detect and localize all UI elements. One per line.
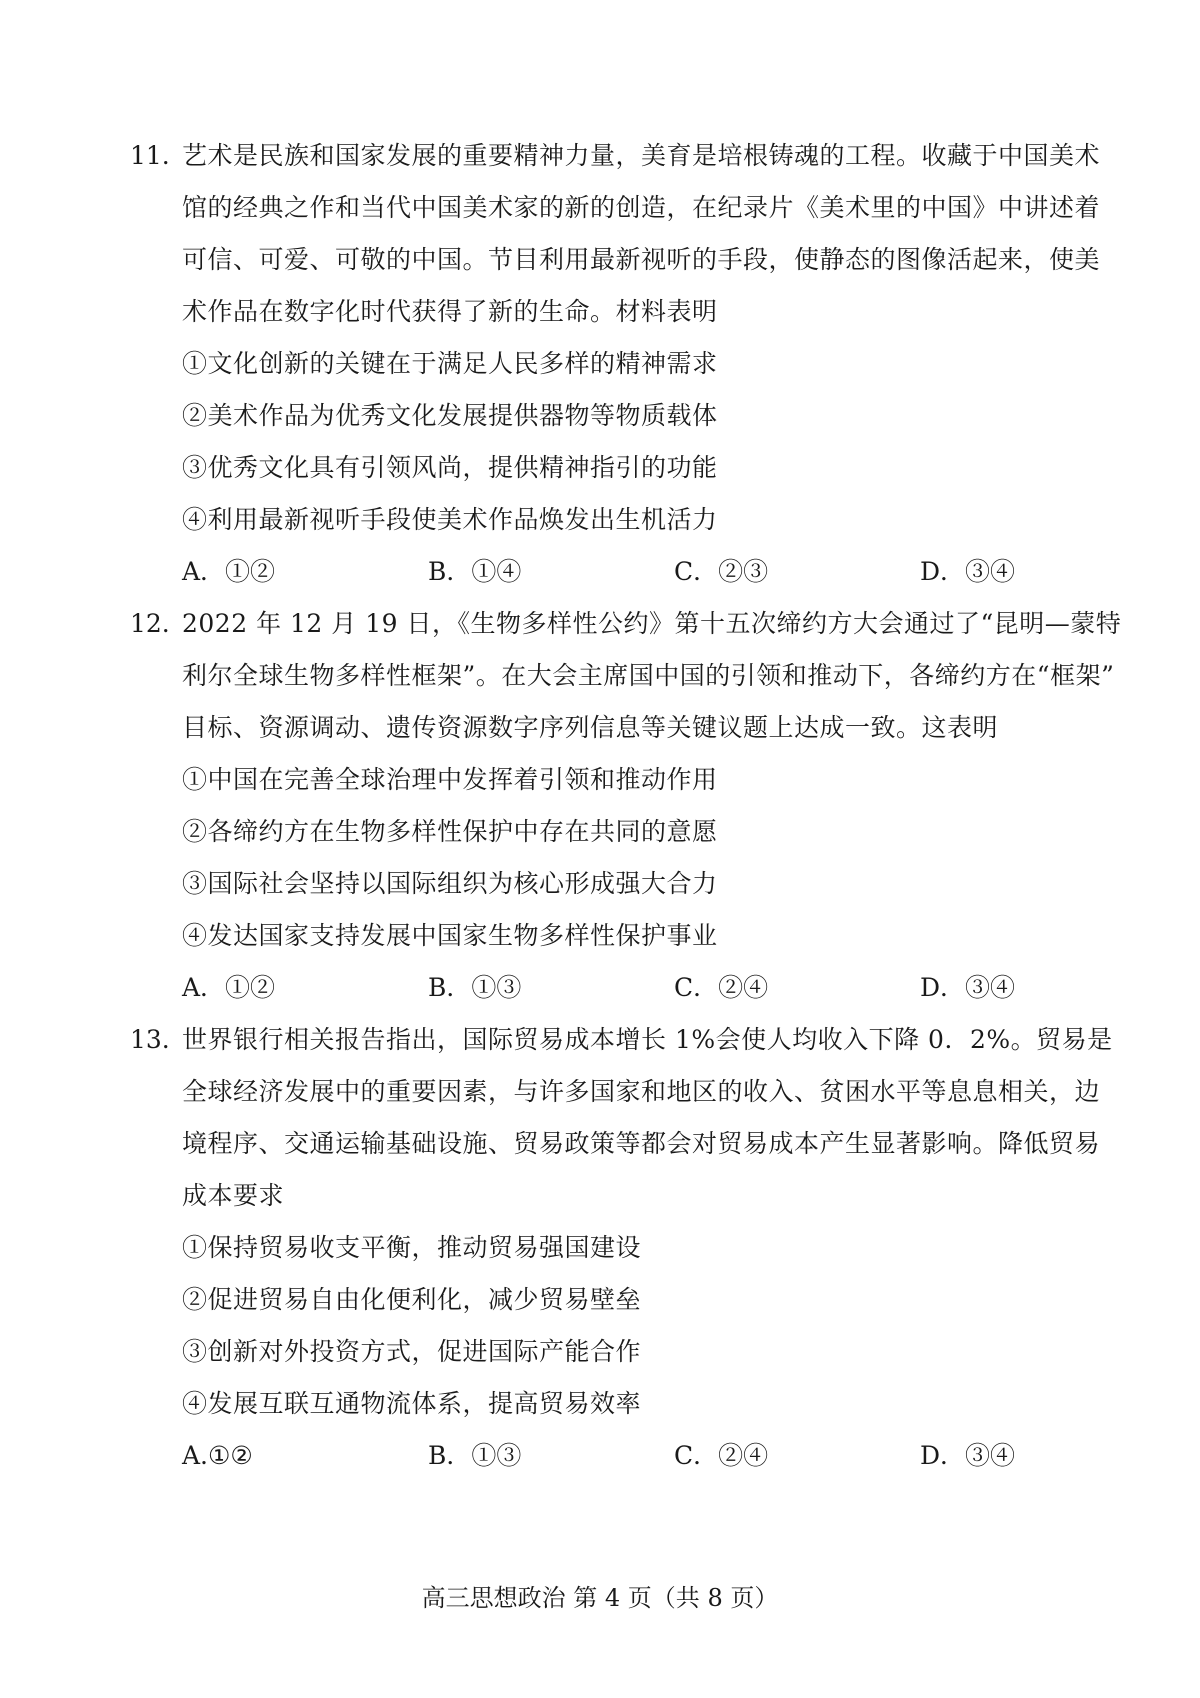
statement: ①文化创新的关键在于满足人民多样的精神需求 — [182, 349, 718, 378]
statement: ①中国在完善全球治理中发挥着引领和推动作用 — [182, 765, 718, 794]
stem-line: 艺术是民族和国家发展的重要精神力量，美育是培根铸魂的工程。收藏于中国美术 — [182, 141, 1101, 170]
stem-line: 2022 年 12 月 19 日，《生物多样性公约》第十五次缔约方大会通过了“昆明—蒙特 — [182, 609, 1122, 638]
stem-line: 馆的经典之作和当代中国美术家的新的创造，在纪录片《美术里的中国》中讲述着 — [182, 193, 1101, 222]
stem-line: 利尔全球生物多样性框架”。在大会主席国中国的引领和推动下，各缔约方在“框架” — [182, 661, 1115, 690]
statement: ③国际社会坚持以国际组织为核心形成强大合力 — [182, 869, 718, 898]
statement: ②美术作品为优秀文化发展提供器物等物质载体 — [182, 401, 718, 430]
option-c: C．②③ — [674, 557, 769, 586]
statement: ④发达国家支持发展中国家生物多样性保护事业 — [182, 921, 718, 950]
stem-line: 境程序、交通运输基础设施、贸易政策等都会对贸易成本产生显著影响。降低贸易 — [182, 1129, 1101, 1158]
question-number: 11. — [130, 141, 170, 170]
option-b: B．①④ — [428, 557, 522, 586]
stem-line: 世界银行相关报告指出，国际贸易成本增长 1%会使人均收入下降 0．2%。贸易是 — [182, 1025, 1113, 1054]
statement: ②各缔约方在生物多样性保护中存在共同的意愿 — [182, 817, 718, 846]
page-footer: 高三思想政治 第 4 页（共 8 页） — [421, 1584, 779, 1612]
statement: ②促进贸易自由化便利化，减少贸易壁垒 — [182, 1285, 642, 1314]
option-d: D．③④ — [920, 1441, 1016, 1470]
question-number: 12. — [130, 609, 170, 638]
option-c: C．②④ — [674, 1441, 769, 1470]
option-b: B．①③ — [428, 973, 522, 1002]
stem-line: 术作品在数字化时代获得了新的生命。材料表明 — [182, 297, 718, 326]
statement: ③创新对外投资方式，促进国际产能合作 — [182, 1337, 642, 1366]
statement: ④利用最新视听手段使美术作品焕发出生机活力 — [182, 505, 718, 534]
stem-line: 目标、资源调动、遗传资源数字序列信息等关键议题上达成一致。这表明 — [182, 713, 999, 742]
stem-line: 成本要求 — [182, 1181, 285, 1210]
question-number: 13. — [130, 1025, 170, 1054]
option-a: A.①② — [182, 1441, 253, 1470]
statement: ③优秀文化具有引领风尚，提供精神指引的功能 — [182, 453, 718, 482]
statement: ④发展互联互通物流体系，提高贸易效率 — [182, 1389, 642, 1418]
option-a: A．①② — [182, 557, 276, 586]
stem-line: 全球经济发展中的重要因素，与许多国家和地区的收入、贫困水平等息息相关，边 — [182, 1077, 1101, 1106]
statement: ①保持贸易收支平衡，推动贸易强国建设 — [182, 1233, 642, 1262]
option-d: D．③④ — [920, 557, 1016, 586]
option-b: B．①③ — [428, 1441, 522, 1470]
stem-line: 可信、可爱、可敬的中国。节目利用最新视听的手段，使静态的图像活起来，使美 — [182, 245, 1101, 274]
option-c: C．②④ — [674, 973, 769, 1002]
option-d: D．③④ — [920, 973, 1016, 1002]
option-a: A．①② — [182, 973, 276, 1002]
